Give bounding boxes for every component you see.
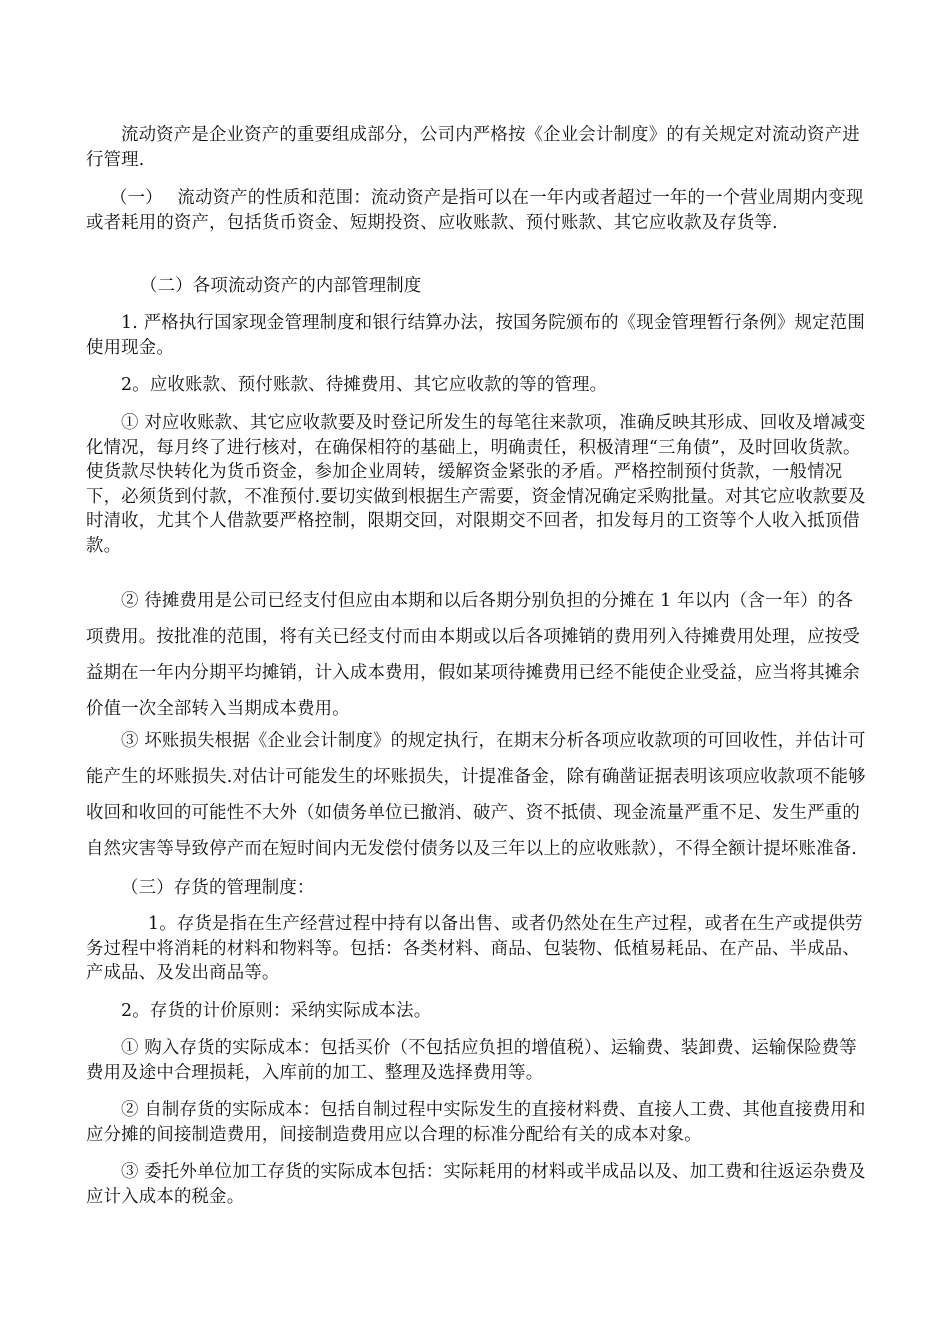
prepaid-expenses-paragraph: ② 待摊费用是公司已经支付但应由本期和以后各期分别负担的分摊在 1 年以内（含一年）的各项费用。按批准的范围，将有关已经支付而由本期或以后各项摊销的费用列入待摊费用处理，应按受益期在一年内分期平均摊销，计入成本费用，假如某项待摊费用已经不能使企业受益，应当将其摊余价值一次全部转入当期成本费用。 bbox=[86, 591, 860, 719]
section-three-heading: （三）存货的管理制度： bbox=[121, 878, 315, 898]
section-two-heading: （二）各项流动资产的内部管理制度 bbox=[140, 276, 422, 296]
inventory-valuation-heading: 2。存货的计价原则：采纳实际成本法。 bbox=[121, 1001, 432, 1021]
purchased-inventory-paragraph: ① 购入存货的实际成本：包括买价（不包括应负担的增值税）、运输费、装卸费、运输保险费等费用及途中合理损耗，入库前的加工、整理及选择费用等。 bbox=[86, 1038, 857, 1083]
self-made-inventory-paragraph: ② 自制存货的实际成本：包括自制过程中实际发生的直接材料费、直接人工费、其他直接费用和应分摊的间接制造费用，间接制造费用应以合理的标准分配给有关的成本对象。 bbox=[86, 1100, 866, 1145]
cash-management-paragraph: 1. 严格执行国家现金管理制度和银行结算办法，按国务院颁布的《现金管理暂行条例》规定范围使用现金。 bbox=[86, 313, 865, 358]
intro-paragraph: 流动资产是企业资产的重要组成部分，公司内严格按《企业会计制度》的有关规定对流动资产进行管理. bbox=[86, 125, 860, 170]
inventory-definition-paragraph: 1。存货是指在生产经营过程中持有以备出售、或者仍然处在生产过程，或者在生产或提供劳务过程中将消耗的材料和物料等。包括：各类材料、商品、包装物、低植易耗品、在产品、半成品、产成品、及发出商品等。 bbox=[86, 914, 863, 983]
outsourced-inventory-paragraph: ③ 委托外单位加工存货的实际成本包括：实际耗用的材料或半成品以及、加工费和往返运杂费及应计入成本的税金。 bbox=[86, 1162, 866, 1207]
bad-debt-paragraph: ③ 坏账损失根据《企业会计制度》的规定执行，在期末分析各项应收款项的可回收性，并估计可能产生的坏账损失.对估计可能发生的坏账损失，计提准备金，除有确凿证据表明该项应收款项不能够收回和收回的可能性不大外（如债务单位已撤消、破产、资不抵债、现金流量严重不足、发生严重的自然灾害等导致停产而在短时间内无发偿付债务以及三年以上的应收账款），不得全额计提坏账准备. bbox=[86, 731, 866, 859]
receivables-heading: 2。应收账款、预付账款、待摊费用、其它应收款的等的管理。 bbox=[121, 375, 608, 395]
receivables-paragraph: ① 对应收账款、其它应收款要及时登记所发生的每笔往来款项，准确反映其形成、回收及增减变化情况，每月终了进行核对，在确保相符的基础上，明确责任，积极清理“三角债”，及时回收货款。使货款尽快转化为货币资金，参加企业周转，缓解资金紧张的矛盾。严格控制预付货款，一般情况下，必须货到付款，不准预付.要切实做到根据生产需要，资金情况确定采购批量。对其它应收款要及时清收，尤其个人借款要严格控制，限期交回，对限期交不回者，扣发每月的工资等个人收入抵顶借款。 bbox=[86, 413, 866, 556]
section-one-paragraph: （一） 流动资产的性质和范围：流动资产是指可以在一年内或者超过一年的一个营业周期内变现或者耗用的资产，包括货币资金、短期投资、应收账款、预付账款、其它应收款及存货等. bbox=[86, 188, 864, 233]
